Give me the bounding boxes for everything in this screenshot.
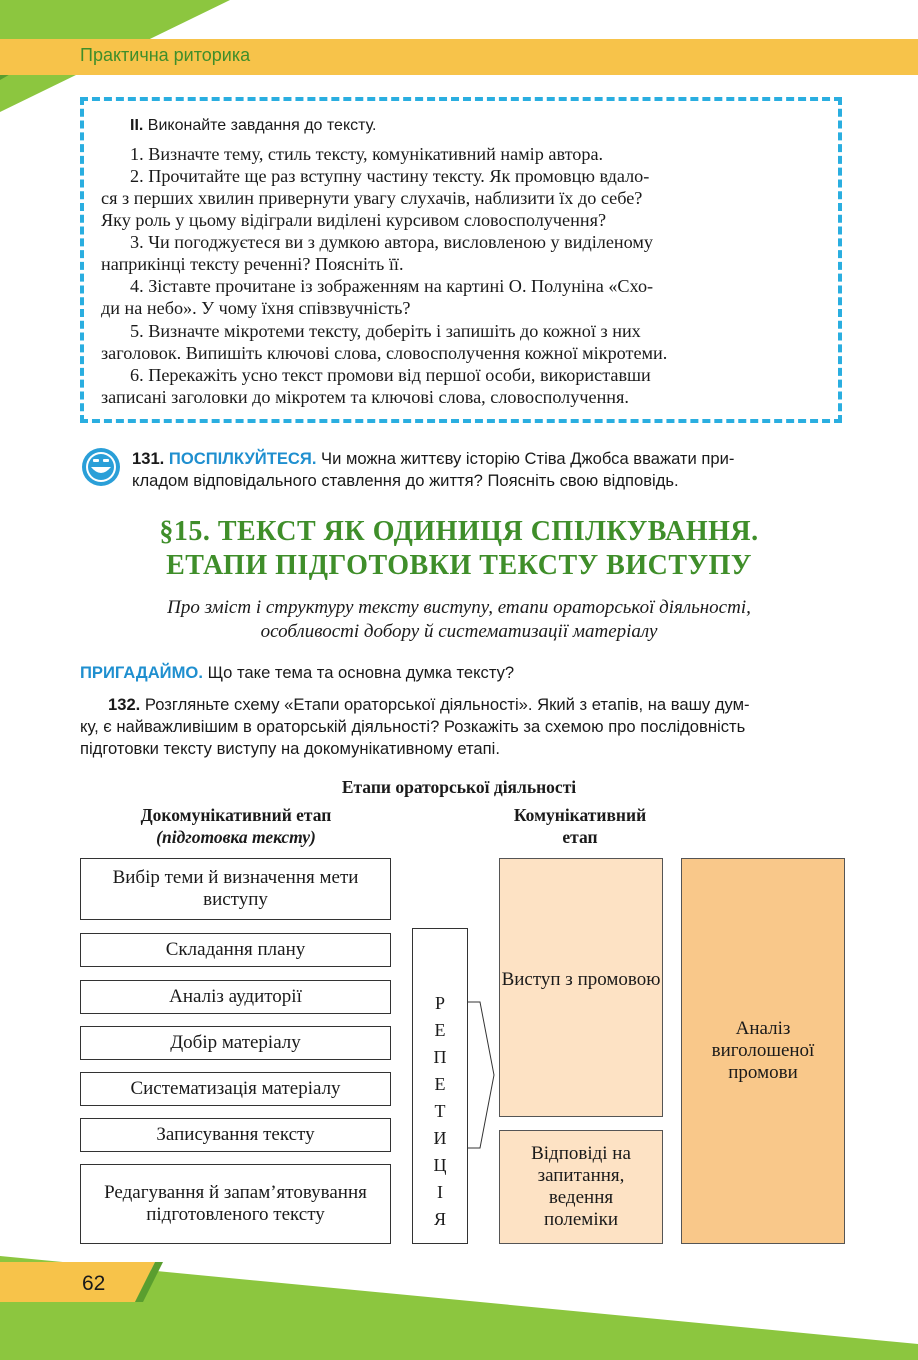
task-line: записані заголовки до мікротем та ключові слова, словосполучення. [101, 387, 629, 407]
section-subtitle-line2: особливості добору й систематизації матеріалу [260, 621, 658, 642]
repetition-letter: И [433, 1128, 447, 1148]
task-heading-text: Виконайте завдання до тексту. [143, 117, 377, 134]
stage-material-selection: Добір матеріалу [80, 1026, 391, 1060]
task-heading-number: II. [130, 117, 144, 134]
stage-topic-choice: Вибір теми й визначення мети виступу [80, 858, 391, 920]
stage-speech-analysis: Аналіз виголошеної промови [681, 858, 845, 1244]
footer-decoration [0, 1248, 918, 1360]
section-title-line1: §15. ТЕКСТ ЯК ОДИНИЦЯ СПІЛКУВАННЯ. [159, 516, 759, 547]
recall-prompt [80, 662, 514, 684]
repetition-letter: Е [434, 1020, 446, 1040]
task-line: наприкінці тексту реченні? Поясніть її. [101, 254, 404, 274]
exercise-131-number: 131. [132, 449, 165, 468]
task-line: 6. Перекажіть усно текст промови від першої особи, використавши [130, 365, 651, 385]
exercise-131-line1 [132, 448, 734, 470]
exercise-132-line2: ку, є найважливішим в ораторській діяльності? Розкажіть за схемою про послідовність [80, 717, 746, 736]
comm-stage-heading: Комунікативний [513, 805, 647, 825]
repetition-letter: Я [433, 1209, 446, 1229]
arrow-icon [466, 990, 500, 1160]
section-title-line2: ЕТАПИ ПІДГОТОВКИ ТЕКСТУ ВИСТУПУ [166, 550, 752, 581]
stage-audience-analysis: Аналіз аудиторії [80, 980, 391, 1014]
stage-editing: Редагування й запам’ятовування підготовленого тексту [80, 1164, 391, 1244]
diagram-title: Етапи ораторської діяльності [341, 777, 577, 797]
task-line: Яку роль у цьому відіграли виділені курсивом словосполучення? [101, 210, 607, 230]
repetition-letter: Т [434, 1101, 446, 1121]
stage-systematization: Систематизація матеріалу [80, 1072, 391, 1106]
exercise-132-text: Розгляньте схему «Етапи ораторської діяльності». Який з етапів, на вашу дум- [140, 695, 750, 714]
stage-plan: Складання плану [80, 933, 391, 967]
repetition-letter: П [433, 1047, 447, 1067]
task-line: 4. Зіставте прочитане із зображенням на картині О. Полуніна «Схо- [130, 276, 654, 296]
exercise-131-text: Чи можна життєву історію Стіва Джобса вважати при- [316, 449, 735, 468]
task-line: заголовок. Випишіть ключові слова, словосполучення кожної мікротеми. [101, 343, 668, 363]
repetition-letter: Ц [433, 1155, 447, 1175]
recall-text: Що таке тема та основна думка тексту? [202, 663, 515, 682]
pre-stage-subheading: (підготовка тексту) [156, 827, 316, 847]
stage-writing: Записування тексту [80, 1118, 391, 1152]
recall-keyword: ПРИГАДАЙМО. [80, 663, 203, 682]
stage-speech: Виступ з промовою [499, 858, 663, 1117]
exercise-132-line3: підготовки тексту виступу на докомунікативному етапі. [80, 739, 500, 758]
task-line: 5. Визначте мікротеми тексту, доберіть і запишіть до кожної з них [130, 321, 641, 341]
exercise-132-line1 [108, 694, 750, 716]
task-line: ся з перших хвилин привернути увагу слухачів, наблизити їх до себе? [101, 188, 643, 208]
task-heading [130, 117, 376, 135]
page-number: 62 [82, 1272, 106, 1295]
task-line: 1. Визначте тему, стиль тексту, комунікативний намір автора. [130, 144, 604, 164]
repetition-letter: Р [434, 993, 445, 1013]
stage-answers: Відповіді на запитання, ведення полеміки [499, 1130, 663, 1244]
exercise-131-keyword: ПОСПІЛКУЙТЕСЯ. [168, 449, 317, 468]
section-subtitle-line1: Про зміст і структуру тексту виступу, етапи ораторської діяльності, [167, 597, 751, 618]
header-title: Практична риторика [80, 45, 251, 65]
exercise-131-line2: кладом відповідального ставлення до життя? Поясніть свою відповідь. [132, 471, 679, 490]
task-line: 2. Прочитайте ще раз вступну частину тексту. Як промовцю вдало- [130, 166, 650, 186]
task-line: ди на небо». У чому їхня співзвучність? [101, 298, 411, 318]
pre-stage-heading: Докомунікативний етап [140, 805, 332, 825]
exercise-132-number: 132. [108, 695, 141, 714]
comm-stage-subheading: етап [562, 827, 598, 847]
repetition-label [426, 990, 454, 1233]
task-line: 3. Чи погоджуєтеся ви з думкою автора, висловленою у виділеному [130, 232, 654, 252]
repetition-letter: І [437, 1182, 443, 1202]
smiley-discussion-icon [80, 446, 122, 488]
repetition-letter: Е [434, 1074, 446, 1094]
